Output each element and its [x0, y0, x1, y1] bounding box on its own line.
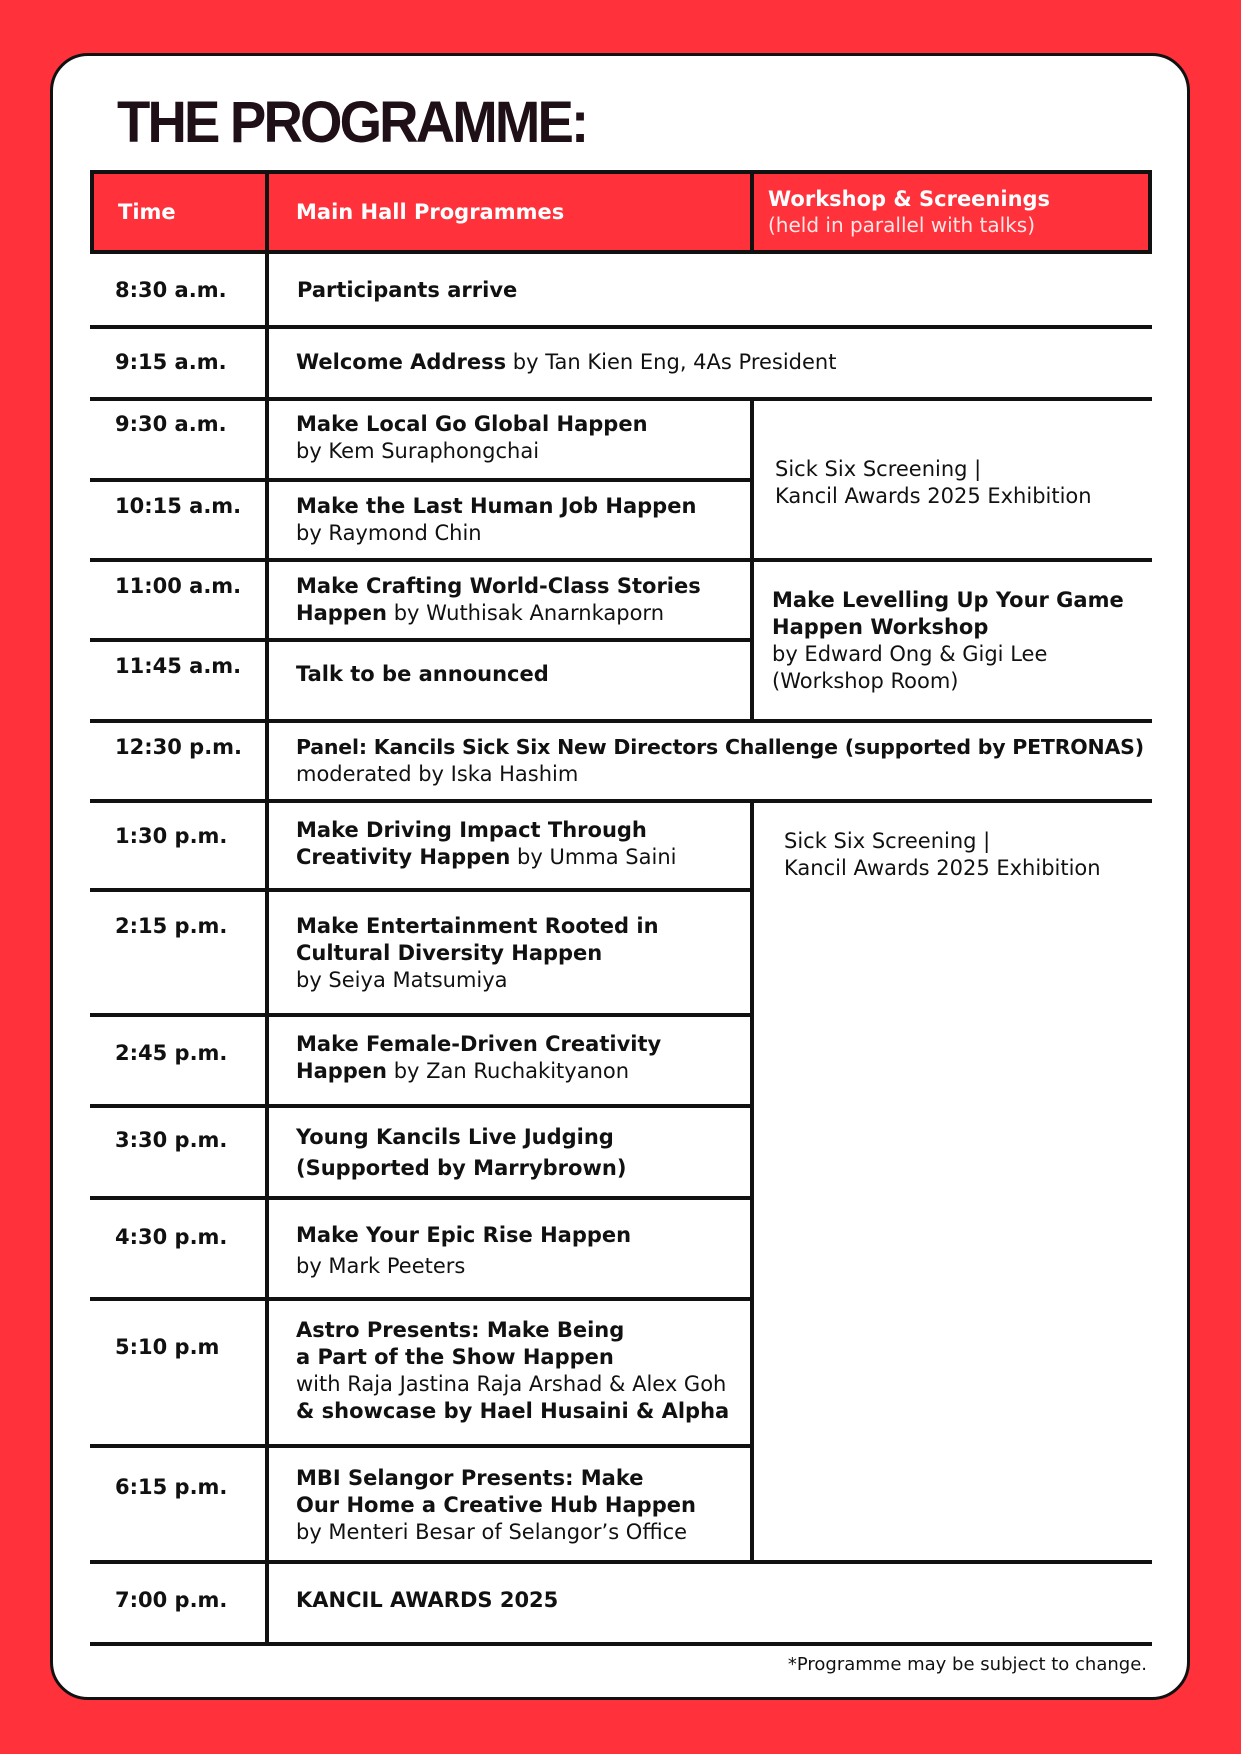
session-cell — [296, 411, 648, 465]
session-title-cont: Happen — [296, 1059, 388, 1083]
side-workshop — [772, 587, 1124, 695]
side-line: Kancil Awards 2025 Exhibition — [775, 484, 1092, 508]
row-rule — [90, 1642, 1152, 1646]
session-title: Make the Last Human Job Happen — [296, 494, 697, 518]
session-cell — [296, 913, 659, 994]
header-divider-1 — [265, 170, 269, 254]
session-title: Make Your Epic Rise Happen — [296, 1223, 632, 1247]
row-rule-partial — [90, 1196, 752, 1200]
session-title: Panel: Kancils Sick Six New Directors Challenge (supported by PETRONAS) — [296, 735, 1144, 759]
session-cell — [296, 1220, 631, 1282]
page-title: THE PROGRAMME: — [117, 90, 587, 155]
session-speaker: by Tan Kien Eng, 4As President — [506, 350, 837, 374]
session-title: Participants arrive — [297, 278, 518, 302]
table-header — [90, 170, 1152, 254]
row-rule-partial — [90, 638, 752, 642]
time-cell: 2:15 p.m. — [115, 914, 228, 938]
session-title-cont: a Part of the Show Happen — [296, 1345, 614, 1369]
session-speaker: by Umma Saini — [510, 845, 677, 869]
session-cell — [296, 349, 836, 376]
row-rule-partial — [90, 1104, 752, 1108]
footnote: *Programme may be subject to change. — [787, 1654, 1147, 1675]
header-time-label: Time — [118, 200, 176, 224]
time-cell: 9:30 a.m. — [115, 412, 227, 436]
session-title: Astro Presents: Make Being — [296, 1318, 625, 1342]
session-speaker: by Zan Ruchakityanon — [387, 1059, 630, 1083]
time-cell: 4:30 p.m. — [115, 1225, 228, 1249]
session-title-cont: Creativity Happen — [296, 845, 511, 869]
row-rule — [90, 397, 1152, 401]
row-rule-partial — [90, 1297, 752, 1301]
session-cell — [296, 1122, 626, 1184]
workshop-speaker: by Edward Ong & Gigi Lee — [772, 642, 1048, 666]
session-title-cont: Cultural Diversity Happen — [296, 941, 603, 965]
session-title: Make Crafting World-Class Stories — [296, 574, 701, 598]
workshop-title: Make Levelling Up Your Game — [772, 588, 1124, 612]
row-rule-partial — [90, 478, 752, 482]
session-showcase: & showcase by Hael Husaini & Alpha — [296, 1399, 730, 1423]
row-rule — [90, 719, 1152, 723]
time-cell: 11:00 a.m. — [115, 574, 242, 598]
session-speaker: by Raymond Chin — [296, 521, 482, 545]
session-speaker: with Raja Jastina Raja Arshad & Alex Goh — [296, 1372, 727, 1396]
workshop-title-cont: Happen Workshop — [772, 615, 989, 639]
workshop-room: (Workshop Room) — [772, 669, 959, 693]
session-speaker: by Wuthisak Anarnkaporn — [387, 601, 665, 625]
side-line: Kancil Awards 2025 Exhibition — [784, 856, 1101, 880]
row-rule-partial — [90, 1013, 752, 1017]
session-speaker: by Mark Peeters — [296, 1254, 466, 1278]
session-title: KANCIL AWARDS 2025 — [296, 1588, 559, 1612]
side-screening-1 — [775, 456, 1092, 510]
row-rule — [90, 1560, 1152, 1564]
time-cell: 6:15 p.m. — [115, 1475, 228, 1499]
session-title-cont: Our Home a Creative Hub Happen — [296, 1493, 696, 1517]
row-rule-partial — [90, 888, 752, 892]
session-title: Welcome Address — [296, 350, 507, 374]
session-title: Make Female-Driven Creativity — [296, 1032, 662, 1056]
session-cell — [296, 493, 696, 547]
session-speaker: by Menteri Besar of Selangor’s Office — [296, 1520, 688, 1544]
side-screening-2 — [784, 828, 1101, 882]
session-title: MBI Selangor Presents: Make — [296, 1466, 644, 1490]
side-line: Sick Six Screening | — [775, 457, 982, 481]
header-main-label: Main Hall Programmes — [296, 200, 565, 224]
time-cell: 12:30 p.m. — [115, 735, 243, 759]
session-cell — [296, 1317, 729, 1425]
time-cell: 2:45 p.m. — [115, 1041, 228, 1065]
session-cell — [296, 1465, 696, 1546]
row-rule — [90, 558, 1152, 562]
session-title: Make Driving Impact Through — [296, 818, 647, 842]
row-rule — [90, 325, 1152, 329]
session-speaker: moderated by Iska Hashim — [296, 762, 579, 786]
header-workshop — [768, 174, 1050, 250]
row-rule — [90, 799, 1152, 803]
side-line: Sick Six Screening | — [784, 829, 991, 853]
time-cell: 10:15 a.m. — [115, 494, 242, 518]
session-title: Young Kancils Live Judging — [296, 1125, 614, 1149]
session-title-cont: (Supported by Marrybrown) — [296, 1156, 627, 1180]
session-cell — [296, 573, 701, 627]
session-cell — [296, 817, 676, 871]
header-time — [118, 174, 176, 250]
session-title: Talk to be announced — [296, 662, 549, 686]
session-title-cont: Happen — [296, 601, 388, 625]
header-workshop-sublabel: (held in parallel with talks) — [768, 213, 1035, 237]
time-cell: 1:30 p.m. — [115, 824, 228, 848]
time-column-divider — [265, 254, 269, 1644]
header-main-hall — [296, 174, 564, 250]
session-title: Make Entertainment Rooted in — [296, 914, 659, 938]
session-speaker: by Seiya Matsumiya — [296, 968, 508, 992]
header-workshop-label: Workshop & Screenings — [768, 187, 1051, 211]
time-cell: 3:30 p.m. — [115, 1128, 228, 1152]
time-cell: 5:10 p.m — [115, 1335, 220, 1359]
time-cell: 8:30 a.m. — [115, 278, 227, 302]
session-title: Make Local Go Global Happen — [296, 412, 648, 436]
session-speaker: by Kem Suraphongchai — [296, 439, 540, 463]
time-cell: 9:15 a.m. — [115, 350, 227, 374]
time-cell: 11:45 a.m. — [115, 654, 242, 678]
header-divider-2 — [750, 170, 754, 254]
time-cell: 7:00 p.m. — [115, 1588, 228, 1612]
session-cell — [296, 734, 1144, 788]
session-cell — [296, 1031, 661, 1085]
row-rule-partial — [90, 1444, 752, 1448]
